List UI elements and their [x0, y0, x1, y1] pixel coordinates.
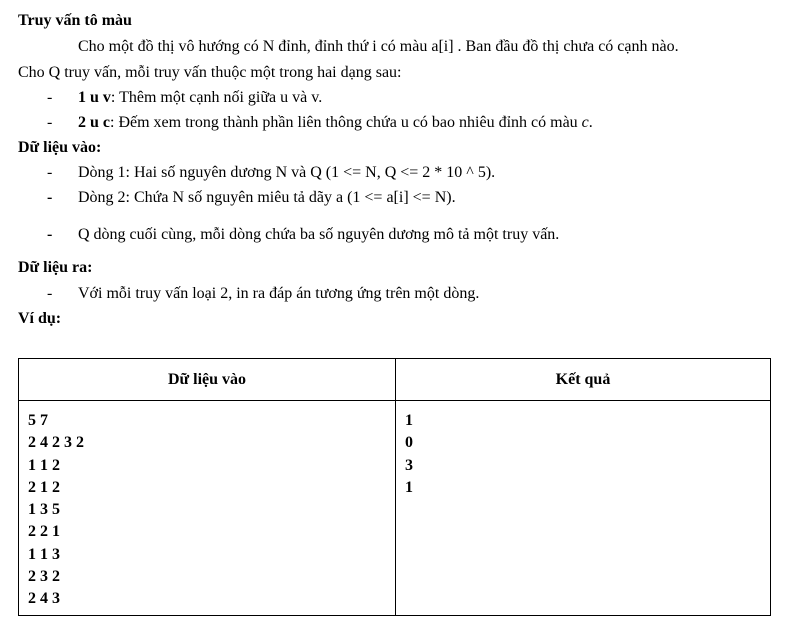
bullet-dash: -	[47, 285, 53, 302]
input-line: 1 1 2	[28, 456, 60, 474]
input-item-text: Dòng 1: Hai số nguyên dương N và Q (1 <= N, Q <= 2 * 10 ^ 5).	[78, 164, 496, 181]
output-line: 1	[405, 412, 413, 429]
output-cell	[396, 401, 771, 616]
output-item-text: Với mỗi truy vấn loại 2, in ra đáp án tương ứng trên một dòng.	[78, 285, 480, 302]
query-type-2	[78, 113, 593, 133]
query-desc: : Thêm một cạnh nối giữa u và v.	[110, 89, 323, 106]
bullet-dash: -	[47, 114, 53, 131]
intro-line-1: Cho một đồ thị vô hướng có N đỉnh, đỉnh thứ i có màu a[i] . Ban đầu đồ thị chưa có cạnh nào.	[78, 38, 679, 55]
query-var-c: c	[581, 114, 589, 131]
input-item-text: Q dòng cuối cùng, mỗi dòng chứa ba số nguyên dương mô tả một truy vấn.	[78, 226, 560, 243]
output-line: 1	[405, 478, 413, 496]
input-line: 2 4 3	[28, 590, 60, 608]
output-line: 0	[405, 434, 413, 452]
input-line: 5 7	[28, 412, 48, 429]
bullet-dash: -	[47, 89, 53, 106]
table-header-output: Kết quả	[396, 359, 771, 401]
output-heading: Dữ liệu ra:	[18, 259, 93, 276]
intro-line-2: Cho Q truy vấn, mỗi truy vấn thuộc một trong hai dạng sau:	[18, 64, 402, 81]
bullet-dash: -	[47, 226, 53, 243]
problem-title: Truy vấn tô màu	[18, 12, 132, 29]
example-heading: Ví dụ:	[18, 310, 62, 327]
example-table	[18, 358, 771, 616]
input-line: 2 3 2	[28, 568, 60, 586]
input-heading: Dữ liệu vào:	[18, 139, 102, 156]
query-type-1	[78, 88, 322, 108]
input-item-text: Dòng 2: Chứa N số nguyên miêu tả dãy a (1 <= a[i] <= N).	[78, 189, 456, 206]
output-line: 3	[405, 456, 413, 474]
bullet-dash: -	[47, 189, 53, 206]
input-line: 2 4 2 3 2	[28, 434, 84, 452]
input-cell	[19, 401, 396, 616]
input-line: 1 1 3	[28, 545, 60, 563]
query-format: 1 u v	[78, 89, 111, 106]
table-header-input: Dữ liệu vào	[19, 359, 396, 401]
input-line: 2 2 1	[28, 523, 60, 541]
table-header-row	[19, 359, 771, 401]
query-format: 2 u c	[78, 114, 110, 131]
input-line: 2 1 2	[28, 478, 60, 496]
query-end: .	[588, 114, 593, 131]
table-row	[19, 401, 771, 616]
bullet-dash: -	[47, 164, 53, 181]
query-desc: : Đếm xem trong thành phần liên thông chứa u có bao nhiêu đỉnh có màu	[110, 114, 582, 131]
input-line: 1 3 5	[28, 501, 60, 519]
